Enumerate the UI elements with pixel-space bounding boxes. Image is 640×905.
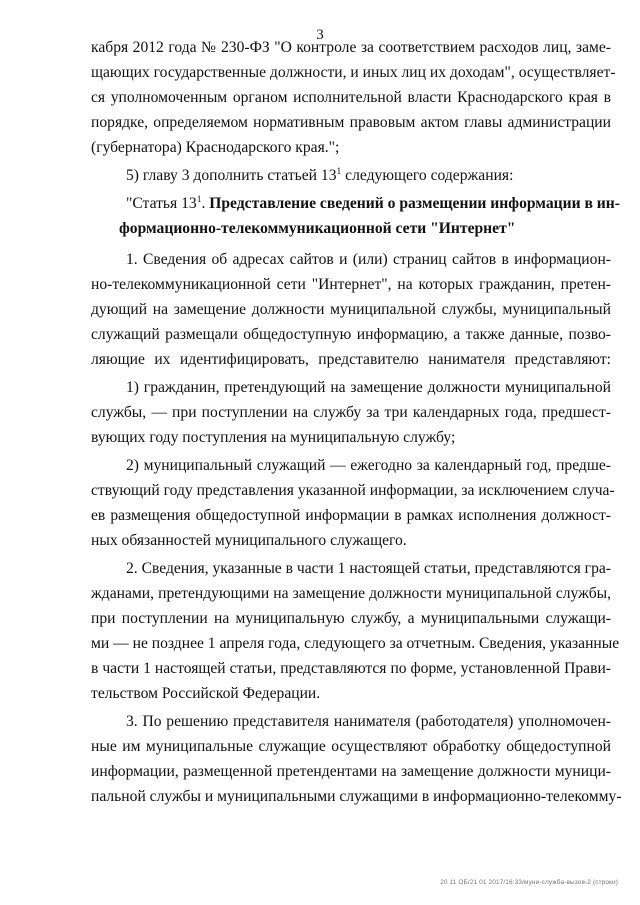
- page-number: 3: [316, 27, 324, 43]
- text-line: ных обязанностей муниципального служащего.: [91, 532, 407, 549]
- text-line: 2) муниципальный служащий — ежегодно за календарный год, предше-: [126, 457, 611, 474]
- text-line: информации, размещенной претендентами на замещение должности муници-: [91, 763, 611, 780]
- text-line: ные им муниципальные служащие осуществляют обработку общедоступной: [91, 738, 611, 755]
- text-line: но-телекоммуникационной сети "Интернет", на которых гражданин, претен-: [91, 276, 611, 293]
- text-line: 1. Сведения об адресах сайтов и (или) страниц сайтов в информацион-: [126, 251, 611, 268]
- text-line: ляющие их идентифицировать, представителю нанимателя представляют:: [91, 351, 611, 368]
- text-line: (губернатора) Краснодарского края.";: [91, 139, 340, 156]
- text-line: 2. Сведения, указанные в части 1 настоящей статьи, представляются гра-: [126, 560, 611, 577]
- superscript: 1: [336, 167, 342, 177]
- text-fragment: .: [201, 195, 206, 212]
- text-line: щающих государственные должности, и иных лиц их доходам", осуществляет-: [91, 64, 616, 81]
- text-line: в части 1 настоящей статьи, представляются по форме, установленной Прави-: [91, 660, 611, 677]
- text-line: ми — не позднее 1 апреля года, следующего за отчетным. Сведения, указанные: [91, 635, 620, 652]
- footer-file-stamp: 20 11 ОБ/21 01 2017/16:33/муни-служба-вызов-2 (строки): [440, 879, 618, 886]
- article-title: Представление сведений о размещении информации в ин-: [209, 195, 620, 212]
- text-line: дующий на замещение должности муниципальной службы, муниципальный: [91, 301, 611, 318]
- text-line: ствующий году представления указанной информации, за исключением случа-: [91, 482, 615, 499]
- text-line: ев размещения общедоступной информации в рамках исполнения должност-: [91, 507, 611, 524]
- superscript: 1: [196, 195, 202, 205]
- text-line: порядке, определяемом нормативным правовым актом главы администрации: [91, 114, 611, 131]
- text-line: пальной службы и муниципальными служащими в информационно-телекомму-: [91, 788, 622, 805]
- text-line: при поступлении на муниципальную службу, а муниципальными служащи-: [91, 610, 611, 627]
- text-fragment: 5) главу 3 дополнить статьей 13: [126, 167, 337, 184]
- article-heading-line: [126, 194, 620, 216]
- text-line: ся уполномоченным органом исполнительной власти Краснодарского края в: [91, 89, 611, 106]
- article-title-continued: формационно-телекоммуникационной сети "Интернет": [119, 220, 516, 237]
- text-line: вующих году поступления на муниципальную службу;: [91, 429, 456, 446]
- article-number-label: "Статья 13: [126, 195, 197, 212]
- text-line-amendment: [126, 166, 611, 188]
- text-line: 3. По решению представителя нанимателя (работодателя) уполномочен-: [126, 713, 611, 730]
- text-line: службы, — при поступлении на службу за три календарных года, предшест-: [91, 404, 611, 421]
- text-line: тельством Российской Федерации.: [91, 685, 321, 702]
- text-line: жданами, претендующими на замещение должности муниципальной службы,: [91, 585, 611, 602]
- text-fragment: следующего содержания:: [345, 167, 514, 184]
- text-line: 1) гражданин, претендующий на замещение должности муниципальной: [126, 379, 611, 396]
- text-line: кабря 2012 года № 230-ФЗ "О контроле за соответствием расходов лиц, заме-: [91, 39, 611, 56]
- text-line: служащий размещали общедоступную информацию, а также данные, позво-: [91, 326, 611, 343]
